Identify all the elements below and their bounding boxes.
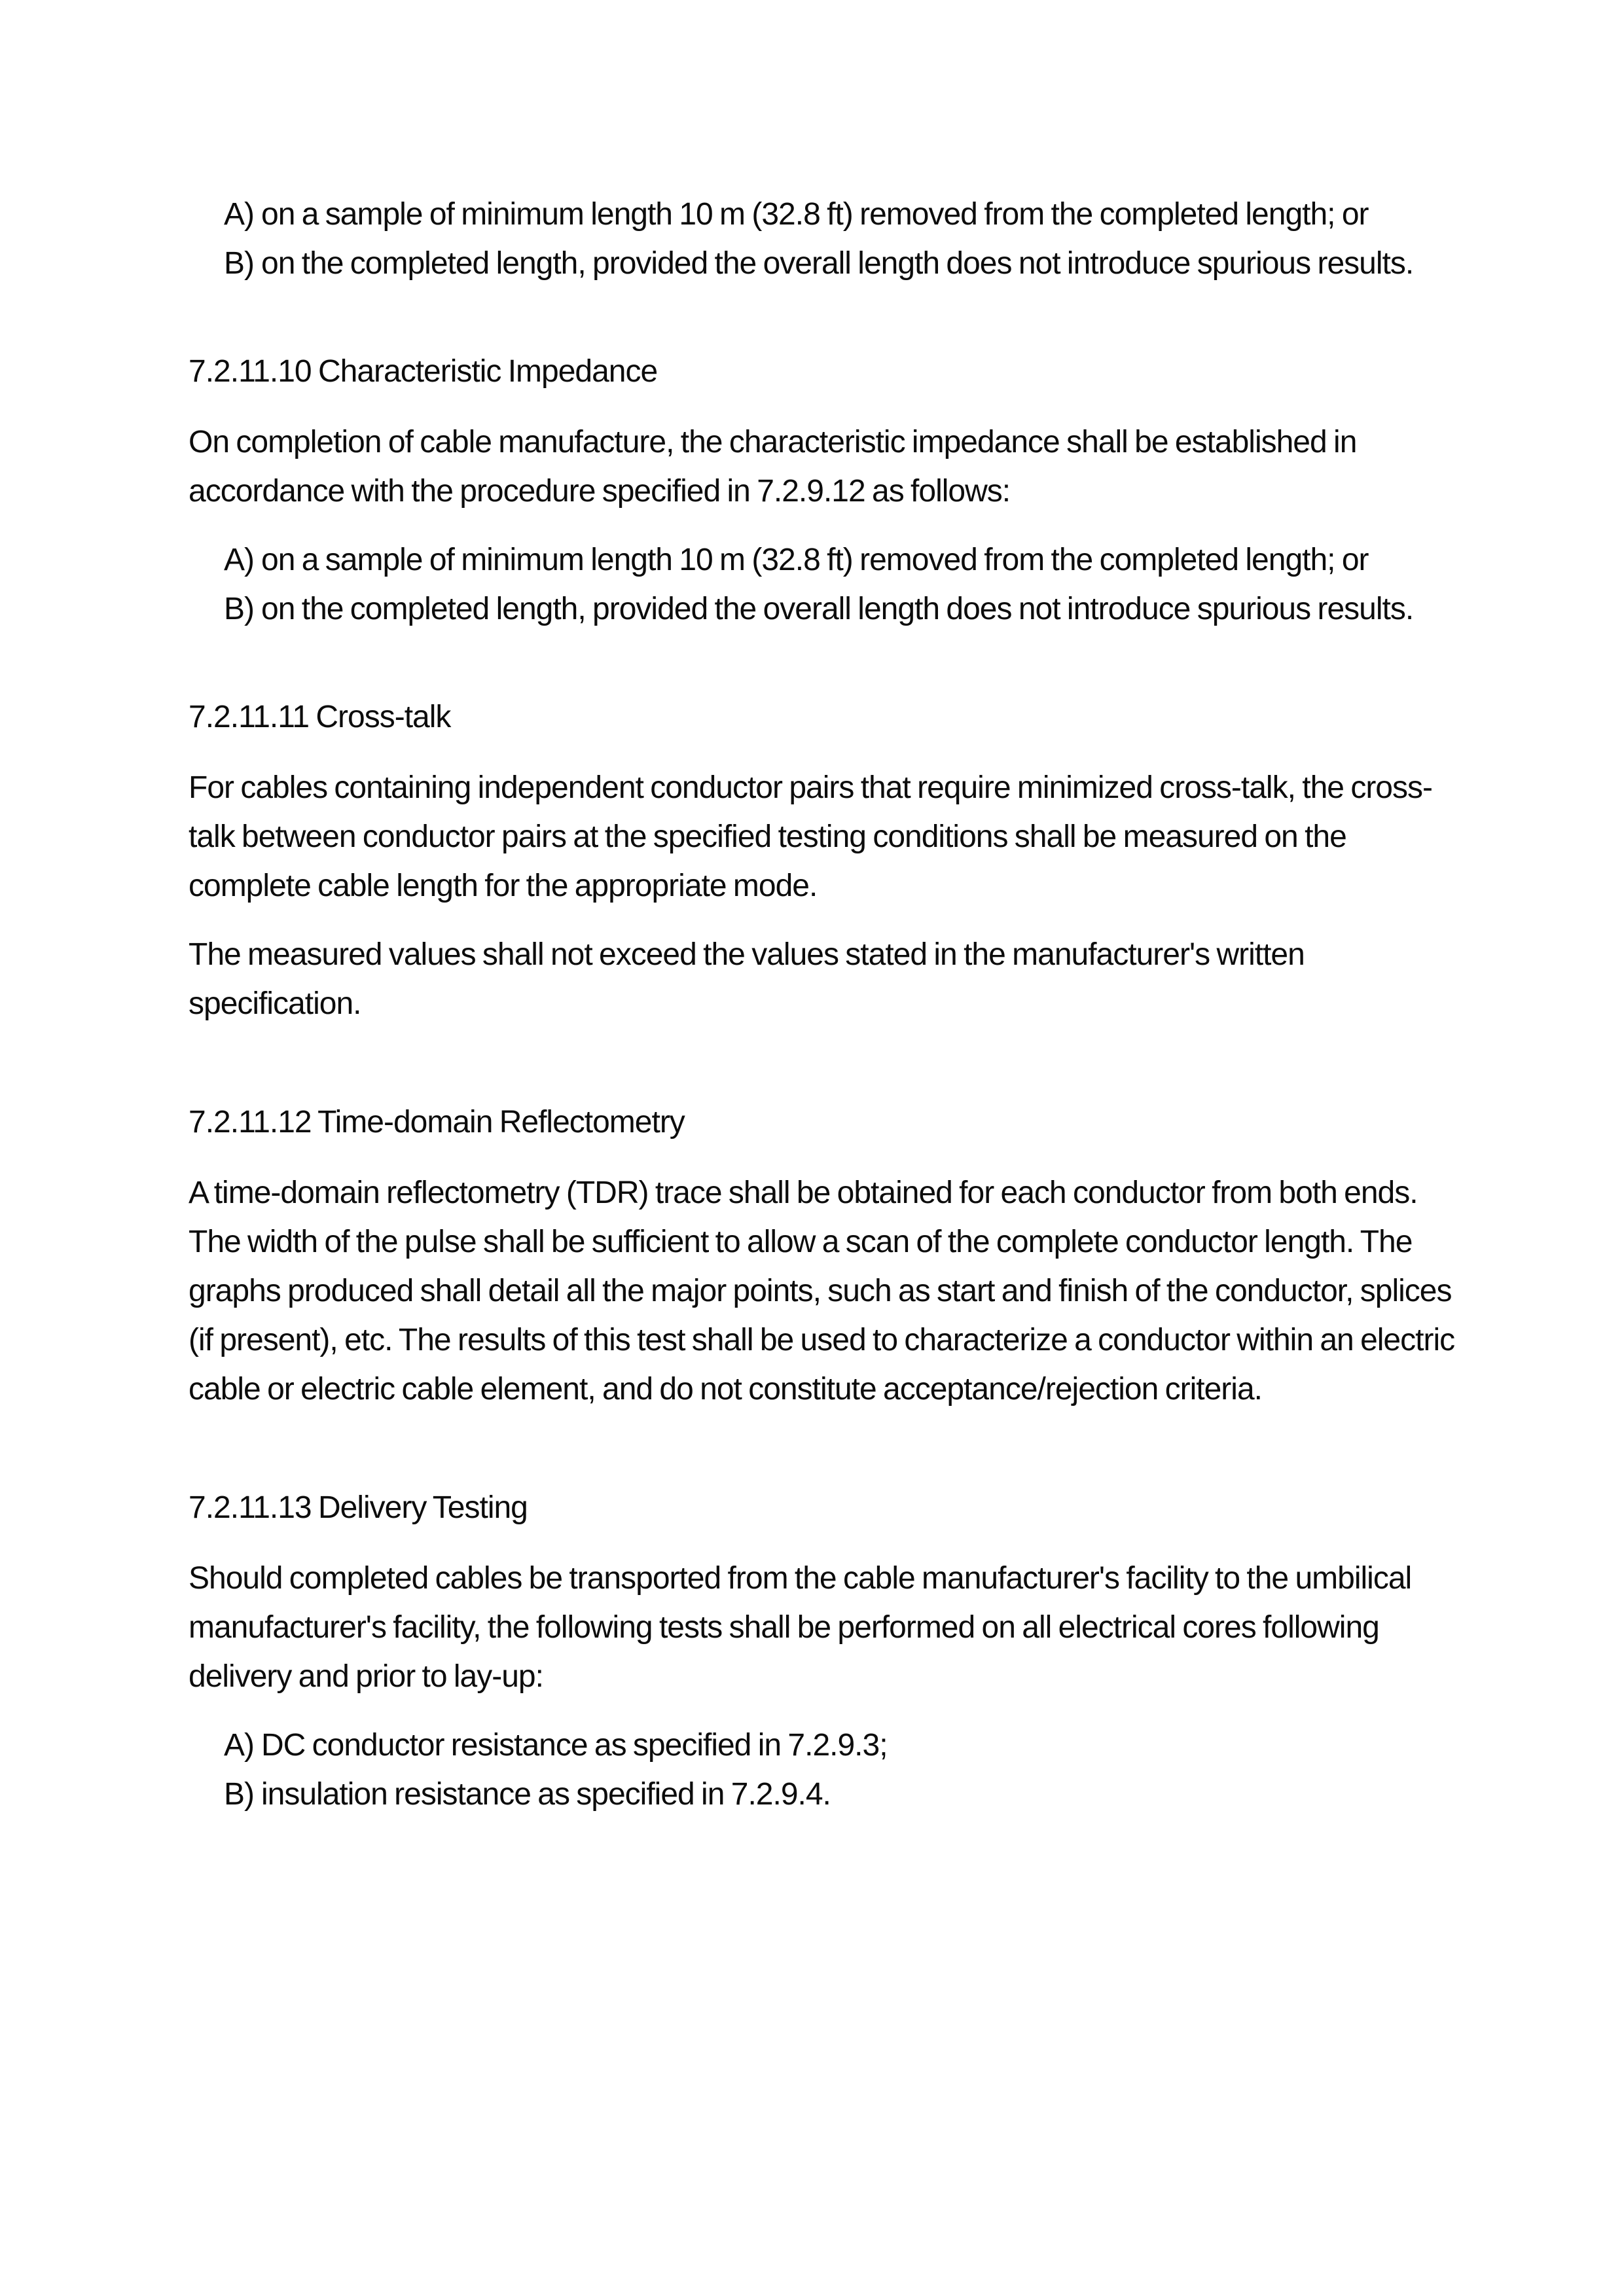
section-delivery-testing <box>189 1483 1465 1819</box>
document-content <box>189 190 1465 1819</box>
section-characteristic-impedance <box>189 347 1465 634</box>
list-marker: B) <box>224 246 254 281</box>
list-item-text: insulation resistance as specified in 7.2.9.4. <box>261 1777 831 1812</box>
list-item-text: DC conductor resistance as specified in 7.2.9.3; <box>261 1728 888 1763</box>
section-heading: 7.2.11.10 Characteristic Impedance <box>189 354 658 389</box>
list-item <box>189 535 1465 584</box>
list-item <box>189 1770 1465 1819</box>
intro-list <box>189 190 1465 288</box>
section-list <box>189 1721 1465 1819</box>
section-heading: 7.2.11.11 Cross-talk <box>189 700 451 734</box>
section-heading: 7.2.11.12 Time-domain Reflectometry <box>189 1105 685 1139</box>
list-item <box>189 190 1465 239</box>
list-marker: B) <box>224 592 254 626</box>
list-item-text: on the completed length, provided the overall length does not introduce spurious results. <box>261 592 1414 626</box>
list-item <box>189 584 1465 634</box>
list-marker: B) <box>224 1777 254 1812</box>
section-heading: 7.2.11.13 Delivery Testing <box>189 1490 528 1525</box>
list-marker: A) <box>224 197 254 232</box>
list-item-text: on the completed length, provided the overall length does not introduce spurious results. <box>261 246 1414 281</box>
paragraph: On completion of cable manufacture, the characteristic impedance shall be established in accordance with the procedure specified in 7.2.9.12 as follows: <box>189 425 1357 509</box>
paragraph: The measured values shall not exceed the values stated in the manufacturer's written specification. <box>189 937 1305 1021</box>
list-item <box>189 239 1465 288</box>
paragraph: For cables containing independent conductor pairs that require minimized cross-talk, the cross-talk between conductor pairs at the specified testing conditions shall be measured on the complete cable length for the appropriate mode. <box>189 770 1432 903</box>
list-item-text: on a sample of minimum length 10 m (32.8 ft) removed from the completed length; or <box>261 197 1369 232</box>
section-time-domain-reflectometry <box>189 1098 1465 1414</box>
list-marker: A) <box>224 1728 254 1763</box>
list-item-text: on a sample of minimum length 10 m (32.8 ft) removed from the completed length; or <box>261 543 1369 577</box>
section-list <box>189 535 1465 634</box>
paragraph: A time-domain reflectometry (TDR) trace shall be obtained for each conductor from both ends. The width of the pulse shall be sufficient to allow a scan of the complete conductor length. The graphs produced shall detail all the major points, such as start and finish of the conductor, splices (if present), etc. The results of this test shall be used to characterize a conductor within an electric cable or electric cable element, and do not constitute acceptance/rejection criteria. <box>189 1175 1455 1407</box>
section-cross-talk <box>189 692 1465 1028</box>
paragraph: Should completed cables be transported from the cable manufacturer's facility to the umbilical manufacturer's facility, the following tests shall be performed on all electrical cores following delivery and prior to lay-up: <box>189 1561 1412 1694</box>
list-item <box>189 1721 1465 1770</box>
list-marker: A) <box>224 543 254 577</box>
